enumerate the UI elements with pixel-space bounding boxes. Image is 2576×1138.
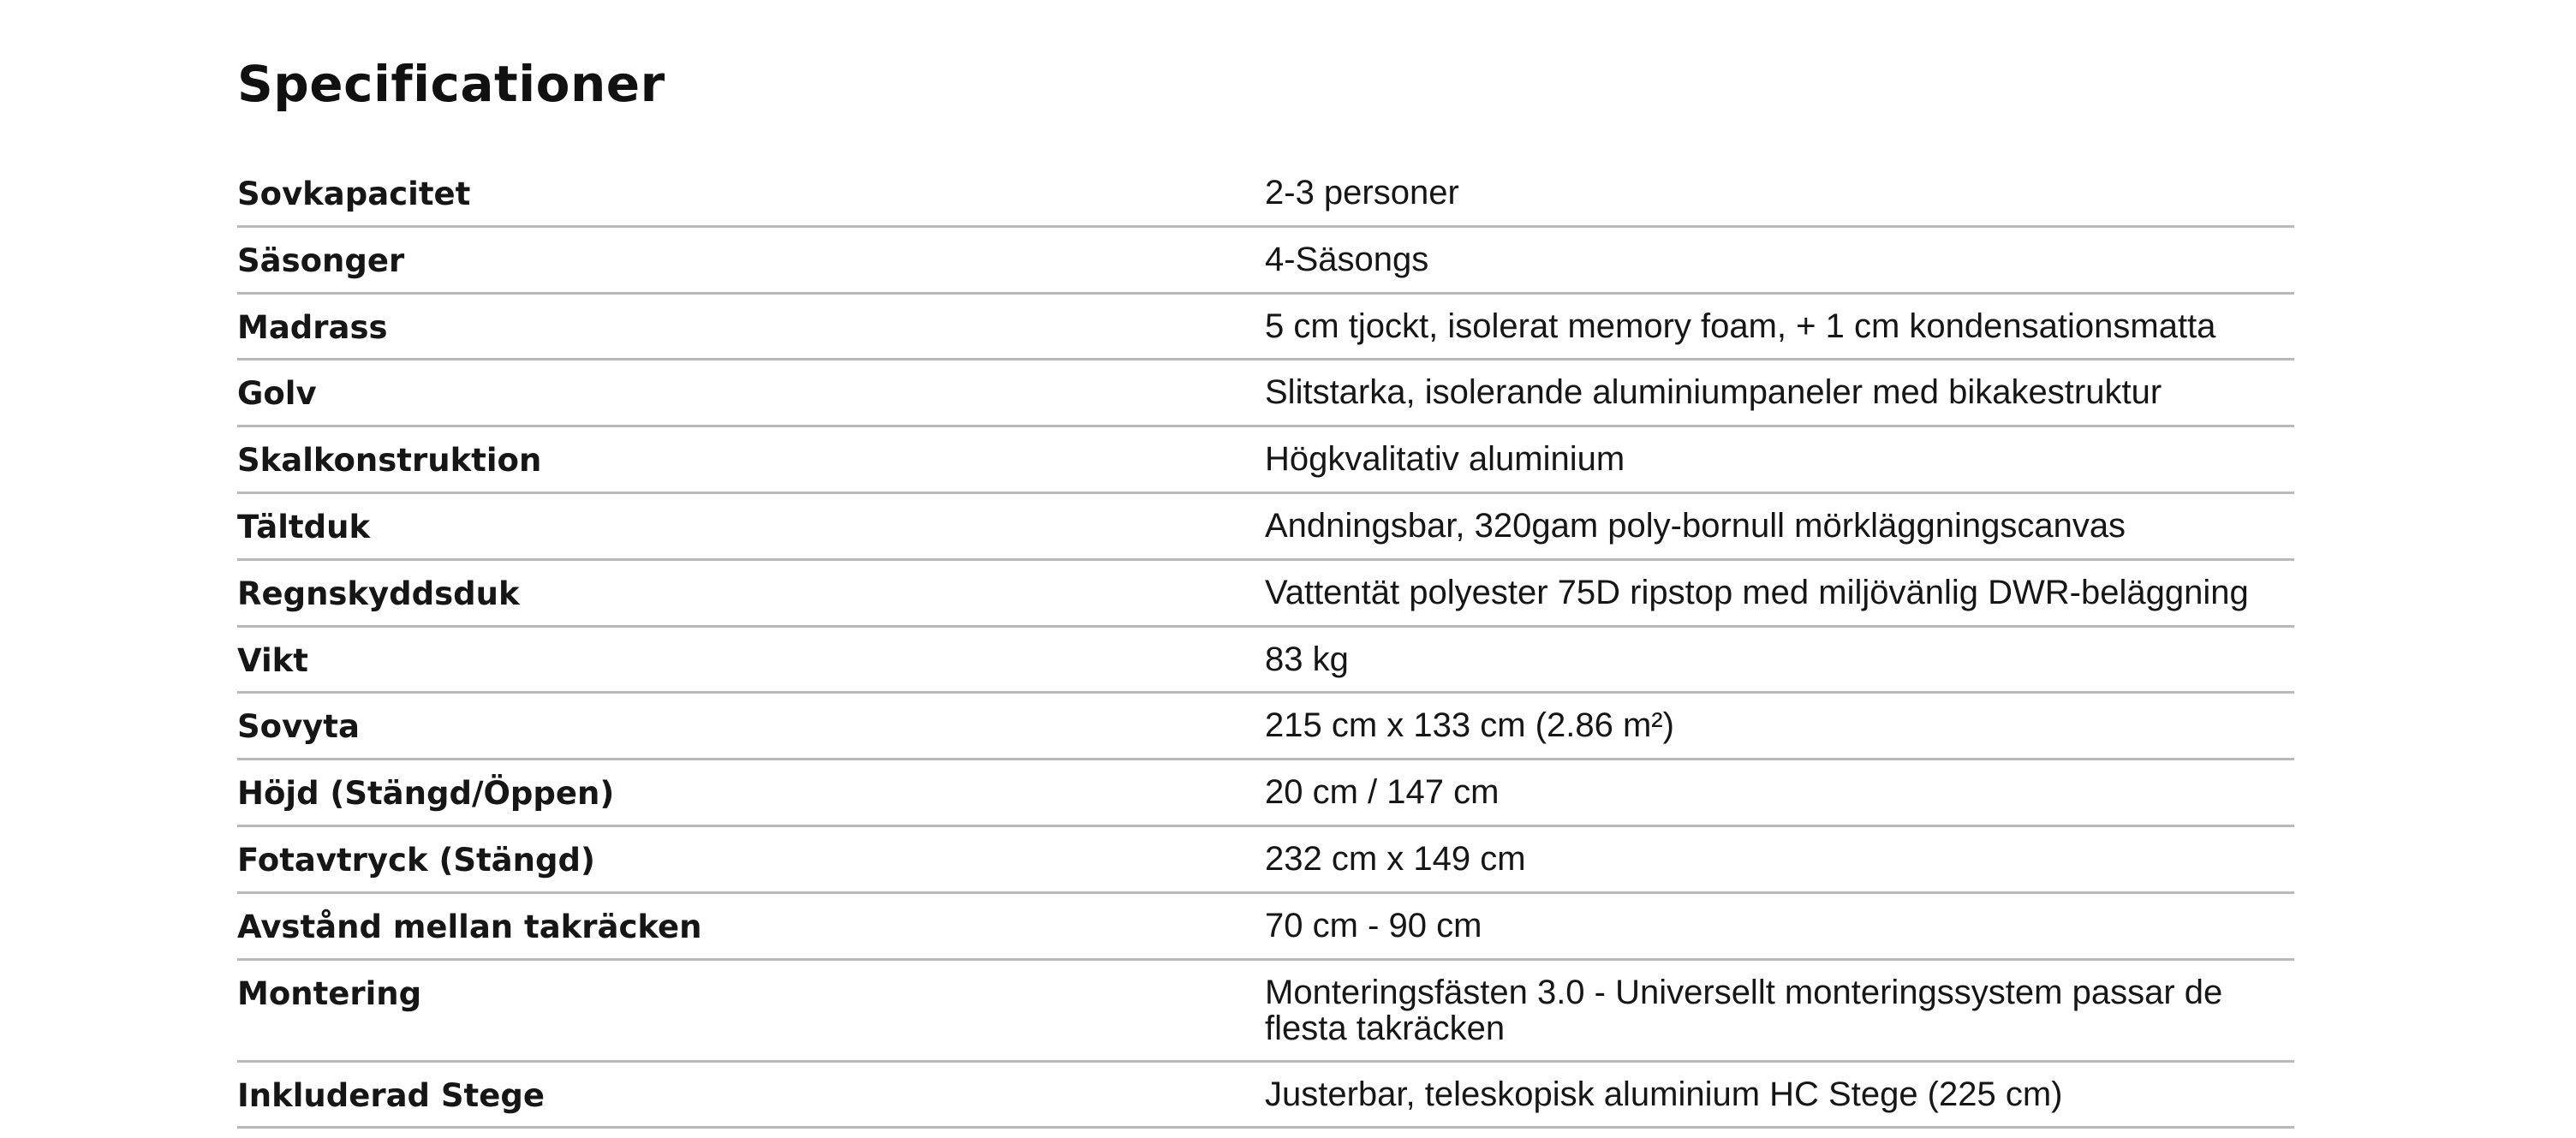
spec-value: 232 cm x 149 cm xyxy=(1265,839,1526,878)
spec-value: 20 cm / 147 cm xyxy=(1265,773,1500,812)
spec-label: Höjd (Stängd/Öppen) xyxy=(237,775,615,813)
spec-value: Vattentät polyester 75D ripstop med miljövänlig DWR-beläggning xyxy=(1265,573,2249,611)
spec-label: Skalkonstruktion xyxy=(237,442,542,480)
spec-value: Andningsbar, 320gam poly-bornull mörkläggningscanvas xyxy=(1265,506,2126,545)
spec-row-avstand xyxy=(237,894,2294,961)
spec-row-montering xyxy=(237,961,2294,1063)
spec-value: Slitstarka, isolerande aluminiumpaneler med bikakestruktur xyxy=(1265,373,2162,412)
spec-row-sasonger xyxy=(237,228,2294,295)
spec-row-madrass xyxy=(237,295,2294,361)
spec-label: Sovyta xyxy=(237,708,360,746)
spec-value: 215 cm x 133 cm (2.86 m²) xyxy=(1265,706,1674,745)
spec-value: 5 cm tjockt, isolerat memory foam, + 1 cm kondensationsmatta xyxy=(1265,307,2216,345)
spec-label: Avstånd mellan takräcken xyxy=(237,908,702,945)
spec-label: Madrass xyxy=(237,308,388,346)
spec-row-sovkapacitet xyxy=(237,161,2294,228)
spec-value: 83 kg xyxy=(1265,640,1349,678)
spec-value: Monteringsfästen 3.0 - Universellt monteringssystem passar de flesta takräcken xyxy=(1265,973,2223,1047)
spec-label: Inkluderad Stege xyxy=(237,1076,545,1114)
spec-row-regnskyddsduk xyxy=(237,561,2294,628)
spec-row-vikt xyxy=(237,628,2294,694)
spec-value: 4-Säsongs xyxy=(1265,240,1429,278)
spec-value: Justerbar, teleskopisk aluminium HC Stege (225 cm) xyxy=(1265,1075,2063,1113)
spec-label: Sovkapacitet xyxy=(237,176,471,212)
spec-row-stege xyxy=(237,1063,2294,1129)
spec-value: 2-3 personer xyxy=(1265,174,1459,212)
spec-label: Fotavtryck (Stängd) xyxy=(237,841,595,879)
spec-value: Högkvalitativ aluminium xyxy=(1265,440,1625,479)
spec-label: Regnskyddsduk xyxy=(237,575,520,612)
specifications-table xyxy=(237,161,2294,1129)
spec-row-sovyta xyxy=(237,694,2294,760)
spec-label: Montering xyxy=(237,974,422,1012)
spec-row-hojd xyxy=(237,760,2294,827)
spec-label: Golv xyxy=(237,375,317,413)
spec-value: 70 cm - 90 cm xyxy=(1265,906,1482,944)
spec-label: Vikt xyxy=(237,641,308,679)
spec-row-skalkonstruktion xyxy=(237,427,2294,494)
spec-row-golv xyxy=(237,360,2294,427)
spec-label: Tältduk xyxy=(237,508,371,545)
spec-label: Säsonger xyxy=(237,241,405,279)
spec-row-taltduk xyxy=(237,494,2294,561)
page-title: Specificationer xyxy=(237,55,665,113)
spec-row-fotavtryck xyxy=(237,827,2294,894)
